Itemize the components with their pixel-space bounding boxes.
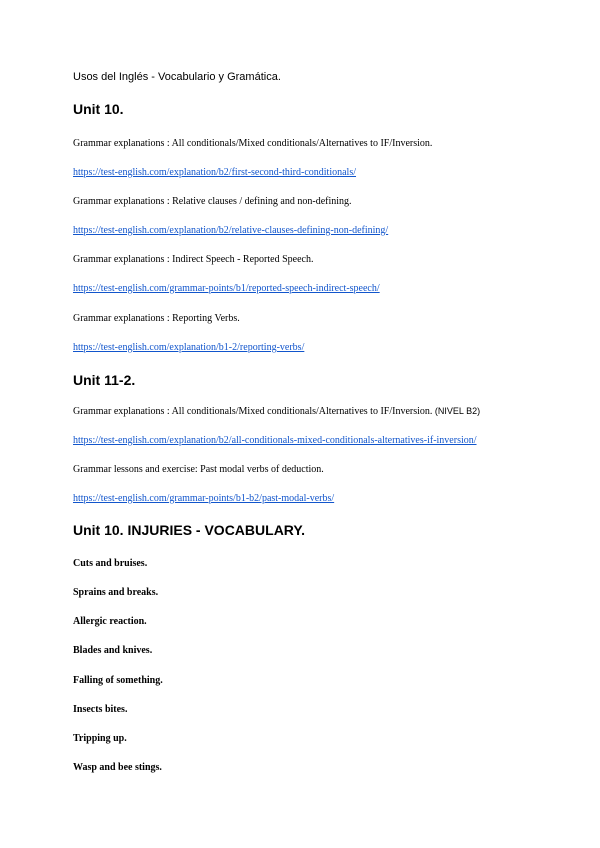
unit-11-item-2-text: Grammar lessons and exercise: Past modal verbs of deduction.	[73, 464, 324, 475]
unit-10-item-4-text: Grammar explanations : Reporting Verbs.	[73, 313, 240, 324]
vocab-item-cuts: Cuts and bruises.	[73, 558, 148, 569]
vocab-item-insects: Insects bites.	[73, 704, 128, 715]
unit-11-item-1-text: Grammar explanations : All conditionals/Mixed conditionals/Alternatives to IF/Inversion.	[73, 406, 433, 417]
vocabulary-heading: Unit 10. INJURIES - VOCABULARY.	[73, 522, 306, 538]
unit-10-item-3-link[interactable]: https://test-english.com/grammar-points/b1/reported-speech-indirect-speech/	[73, 283, 380, 294]
unit-10-heading: Unit 10.	[73, 101, 124, 117]
document-intro: Usos del Inglés - Vocabulario y Gramática.	[73, 71, 281, 83]
unit-10-item-3-text: Grammar explanations : Indirect Speech - Reported Speech.	[73, 254, 314, 265]
vocab-item-tripping: Tripping up.	[73, 733, 127, 744]
unit-10-item-1-text: Grammar explanations : All conditionals/Mixed conditionals/Alternatives to IF/Inversion.	[73, 138, 433, 149]
unit-11-item-2-link[interactable]: https://test-english.com/grammar-points/b1-b2/past-modal-verbs/	[73, 493, 335, 504]
vocab-item-wasp: Wasp and bee stings.	[73, 762, 162, 773]
unit-10-item-2-link[interactable]: https://test-english.com/explanation/b2/relative-clauses-defining-non-defining/	[73, 225, 389, 236]
vocab-item-sprains: Sprains and breaks.	[73, 587, 159, 598]
unit-10-item-2-text: Grammar explanations : Relative clauses / defining and non-defining.	[73, 196, 352, 207]
unit-11-item-1-line	[73, 406, 480, 417]
vocab-item-falling: Falling of something.	[73, 675, 163, 686]
vocab-item-allergic: Allergic reaction.	[73, 616, 147, 627]
unit-10-item-1-link[interactable]: https://test-english.com/explanation/b2/first-second-third-conditionals/	[73, 167, 357, 178]
unit-11-item-1-link[interactable]: https://test-english.com/explanation/b2/all-conditionals-mixed-conditionals-alternatives-if-inversion/	[73, 435, 477, 446]
unit-10-item-4-link[interactable]: https://test-english.com/explanation/b1-2/reporting-verbs/	[73, 342, 305, 353]
unit-11-heading: Unit 11-2.	[73, 372, 136, 388]
vocab-item-blades: Blades and knives.	[73, 645, 153, 656]
unit-11-item-1-level: (NIVEL B2)	[434, 406, 481, 416]
